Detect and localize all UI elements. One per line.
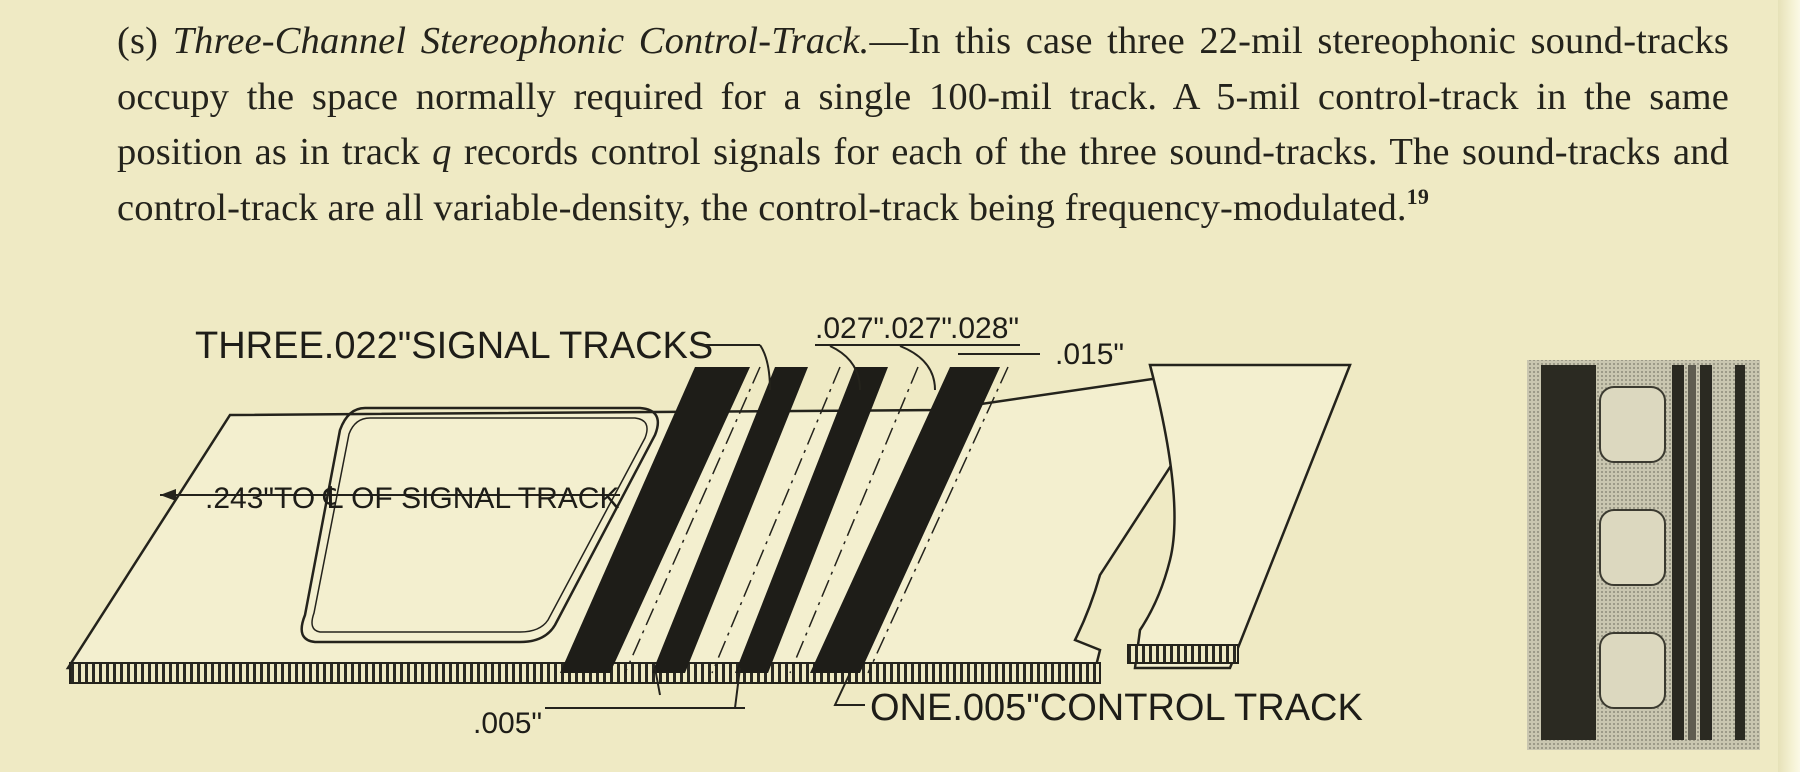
dim-027-a: .027" (815, 312, 885, 345)
dim-027-b: .027" (883, 312, 953, 345)
body-paragraph (117, 14, 1729, 236)
dim-028: .028" (950, 312, 1020, 345)
paragraph-text-continued: records control signals for each of the three sound-tracks. The sound-tracks and control-track are all variable-density, the control-track being frequency-modulated. (117, 131, 1729, 229)
em-dash: — (869, 20, 909, 62)
page-edge (1778, 0, 1800, 772)
paragraph-text: In this case three 22-mil stereophonic sound-tracks occupy the space normally required for a single 100-mil track. A 5-mil control-track in the same position as in track (117, 20, 1730, 173)
label-control-track: ONE.005"CONTROL TRACK (870, 687, 1363, 729)
label-243: .243"TO ℄ OF SIGNAL TRACK (205, 482, 620, 515)
footnote-marker: 19 (1406, 183, 1429, 209)
dim-005: .005" (473, 707, 543, 740)
track-letter: q (432, 131, 452, 173)
dim-243-arrow (160, 489, 176, 501)
film-frame-photo (1527, 360, 1760, 750)
perforated-edge-right (1128, 645, 1238, 663)
item-label: (s) (117, 20, 159, 62)
film-diagram (0, 310, 1780, 772)
label-signal-tracks: THREE.022"SIGNAL TRACKS (195, 325, 714, 367)
section-heading: Three-Channel Stereophonic Control-Track. (172, 20, 870, 62)
dim-015: .015" (1055, 338, 1125, 371)
